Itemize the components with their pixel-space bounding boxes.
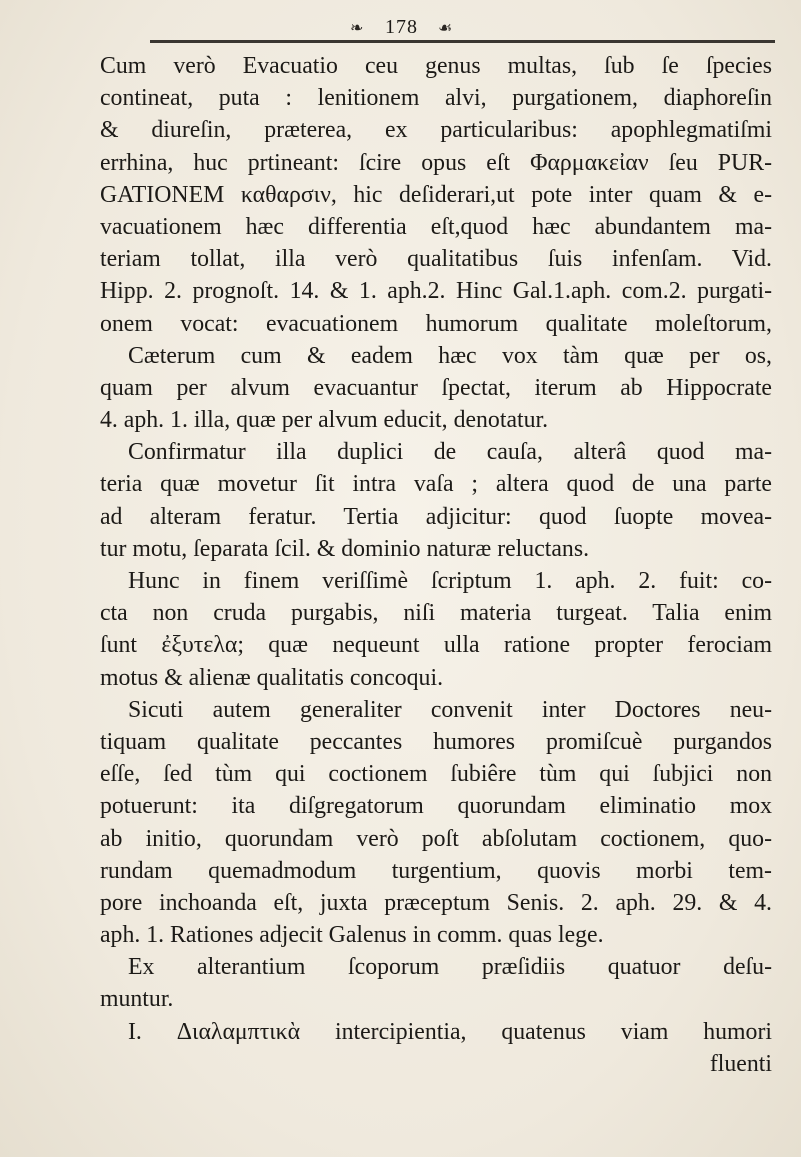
text-line: potuerunt: ita diſgregatorum quorundam eliminatio mox: [100, 793, 772, 820]
text-line: muntur.: [100, 986, 174, 1013]
text-line: Cæterum cum & eadem hæc vox tàm quæ per os,: [128, 342, 772, 369]
text-line: tiquam qualitate peccantes humores promiſcuè purgandos: [100, 728, 772, 755]
text-line: Confirmatur illa duplici de cauſa, alterâ quod ma-: [128, 439, 772, 466]
text-line: vacuationem hæc differentia eſt,quod hæc abundantem ma-: [100, 213, 772, 240]
text-line: ab initio, quorundam verò poſt abſolutam coctionem, quo-: [100, 825, 772, 852]
text-line: teria quæ movetur ſit intra vaſa ; altera quod de una parte: [100, 471, 772, 498]
header-rule: [150, 40, 775, 43]
text-line: motus & alienæ qualitatis concoqui.: [100, 664, 444, 691]
text-line: aph. 1. Rationes adjecit Galenus in comm. quas lege.: [100, 922, 604, 949]
text-line: I. Διαλαμπτικὰ intercipientia, quatenus viam humori: [128, 1018, 772, 1045]
text-line: onem vocat: evacuationem humorum qualitate moleſtorum,: [100, 310, 772, 337]
text-line: & diureſin, præterea, ex particularibus: apophlegmatiſmi: [100, 117, 772, 144]
text-line: tur motu, ſeparata ſcil. & dominio naturæ reluctans.: [100, 535, 590, 562]
text-line: Sicuti autem generaliter convenit inter Doctores neu-: [128, 696, 772, 723]
page-header: [0, 6, 801, 40]
body-text: [100, 50, 772, 1080]
text-line: rundam quemadmodum turgentium, quovis morbi tem-: [100, 857, 772, 884]
text-line: pore inchoanda eſt, juxta præceptum Senis. 2. aph. 29. & 4.: [100, 889, 772, 916]
text-line: Ex alterantium ſcoporum præſidiis quatuor deſu-: [128, 954, 772, 981]
text-line: GATIONEM καθαρσιν, hic deſiderari,ut pote inter quam & e-: [100, 181, 772, 208]
text-line: fluenti: [709, 1050, 772, 1077]
text-line: Hipp. 2. prognoſt. 14. & 1. aph.2. Hinc Gal.1.aph. com.2. purgati-: [100, 278, 772, 305]
text-line: quam per alvum evacuantur ſpectat, iterum ab Hippocrate: [100, 374, 772, 401]
text-line: ad alteram feratur. Tertia adjicitur: quod ſuopte movea-: [100, 503, 772, 530]
text-line: eſſe, ſed tùm qui coctionem ſubiêre tùm qui ſubjici non: [100, 761, 772, 788]
ornament-right-icon: ☙: [438, 20, 453, 37]
text-line: ſunt ἐξυτελα; quæ nequeunt ulla ratione propter ferociam: [100, 632, 772, 659]
page-number: 178: [385, 16, 418, 38]
text-line: Hunc in finem veriſſimè ſcriptum 1. aph. 2. fuit: co-: [128, 568, 772, 594]
text-line: contineat, puta : lenitionem alvi, purgationem, diaphoreſin: [100, 85, 772, 112]
text-line: errhina, huc prtineant: ſcire opus eſt Φαρμακεἰαν ſeu PUR-: [100, 149, 772, 176]
text-line: teriam tollat, illa verò qualitatibus ſuis infenſam. Vid.: [100, 246, 772, 273]
ornament-left-icon: ❧: [350, 20, 364, 37]
text-line: cta non cruda purgabis, niſi materia turgeat. Talia enim: [100, 600, 772, 627]
text-line: Cum verò Evacuatio ceu genus multas, ſub ſe ſpecies: [100, 53, 772, 79]
text-line: 4. aph. 1. illa, quæ per alvum educit, denotatur.: [100, 407, 549, 434]
